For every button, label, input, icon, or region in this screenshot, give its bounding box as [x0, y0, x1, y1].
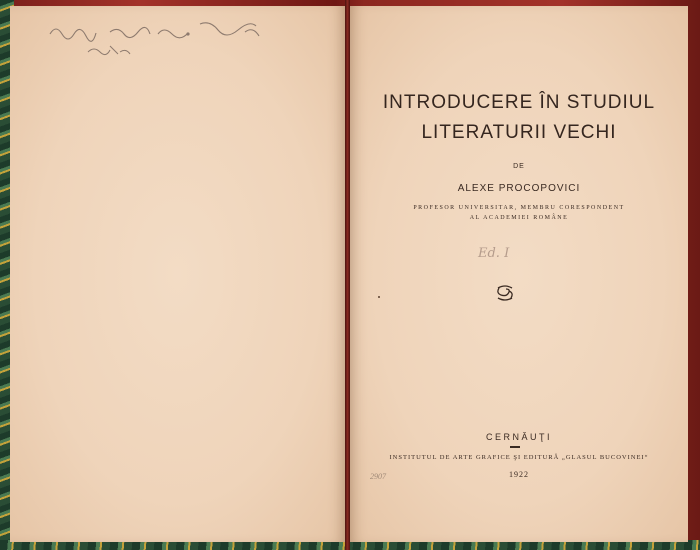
ink-speck: [378, 296, 380, 298]
author-role-line-2: AL ACADEMIEI ROMÂNE: [469, 215, 569, 221]
author-role-line-1: PROFESOR UNIVERSITAR, MEMBRU CORESPONDENT: [413, 205, 625, 211]
title-page: [350, 6, 688, 542]
publication-year: 1922: [509, 470, 529, 479]
title-line-2: LITERATURII VECHI: [421, 122, 617, 143]
book-gutter: [345, 0, 350, 550]
handwritten-signature: [40, 12, 290, 62]
author-name: ALEXE PROCOPOVICI: [457, 183, 581, 194]
publication-city: CERNĂUŢI: [485, 432, 552, 442]
fleuron-ornament: [495, 284, 515, 302]
pencil-note: 2907: [370, 472, 386, 481]
title-line-1: INTRODUCERE ÎN STUDIUL: [382, 92, 656, 113]
by-label: DE: [513, 163, 525, 170]
handwritten-edition-note: Ed. I: [478, 246, 510, 261]
publisher-name: INSTITUTUL DE ARTE GRAFICE ŞI EDITURĂ „GLASUL BUCOVINEI“: [389, 454, 649, 461]
separator-dash: [510, 446, 520, 448]
left-endpaper: [10, 6, 345, 542]
